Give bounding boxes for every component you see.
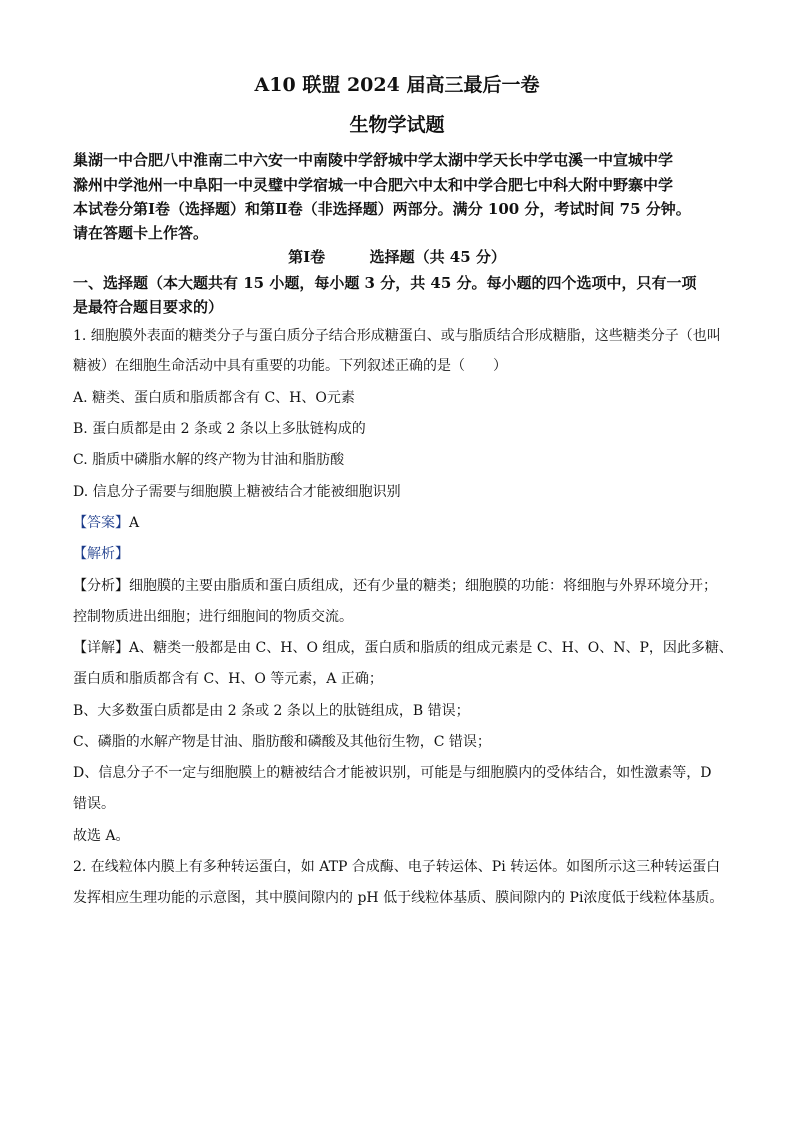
- detail-label: 【详解】: [73, 640, 129, 656]
- section-subtitle: 选择题（共 45 分）: [369, 248, 506, 266]
- part1-instructions-line-2: 是最符合题目要求的）: [73, 298, 224, 316]
- detail-option-d-line-2: 错误。: [73, 796, 115, 812]
- exam-subtitle: 生物学试题: [349, 114, 445, 136]
- answer-row: [73, 512, 139, 532]
- fenxi-text-2: 控制物质进出细胞；进行细胞间的物质交流。: [73, 609, 353, 625]
- schools-line-1: 巢湖一中合肥八中淮南二中六安一中南陵中学舒城中学太湖中学天长中学屯溪一中宣城中学: [73, 151, 674, 169]
- question-1-option-d: D. 信息分子需要与细胞膜上糖被结合才能被细胞识别: [73, 484, 401, 500]
- detail-text-1: A、糖类一般都是由 C、H、O 组成，蛋白质和脂质的组成元素是 C、H、O、N、P，因此多糖、: [129, 640, 733, 656]
- fenxi-text-1: 细胞膜的主要由脂质和蛋白质组成，还有少量的糖类；细胞膜的功能：将细胞与外界环境分开；: [129, 578, 717, 594]
- section-heading: [0, 246, 794, 267]
- section-title: 第Ⅰ卷: [288, 248, 326, 266]
- conclusion: 故选 A。: [73, 828, 130, 844]
- answer-value: A: [129, 515, 140, 531]
- question-1-stem-line-2: 糖被）在细胞生命活动中具有重要的功能。下列叙述正确的是（ ）: [73, 358, 507, 374]
- exam-title: A10 联盟 2024 届高三最后一卷: [254, 74, 540, 96]
- detail-line-1: [73, 637, 733, 657]
- fenxi-line-1: [73, 575, 717, 595]
- part1-instructions-line-1: 一、选择题（本大题共有 15 小题，每小题 3 分，共 45 分。每小题的四个选项中，只有一项: [73, 274, 697, 292]
- intro-line-2: 请在答题卡上作答。: [73, 224, 209, 242]
- question-1-option-a: A. 糖类、蛋白质和脂质都含有 C、H、O元素: [73, 390, 355, 406]
- question-1-option-c: C. 脂质中磷脂水解的终产物为甘油和脂肪酸: [73, 452, 345, 468]
- intro-line-1: 本试卷分第Ⅰ卷（选择题）和第Ⅱ卷（非选择题）两部分。满分 100 分，考试时间 75 分钟。: [73, 200, 691, 218]
- detail-option-b: B、大多数蛋白质都是由 2 条或 2 条以上的肽链组成，B 错误；: [73, 703, 470, 719]
- detail-option-d-line-1: D、信息分子不一定与细胞膜上的糖被结合才能被识别，可能是与细胞膜内的受体结合，如性激素等，D: [73, 765, 712, 781]
- fenxi-label: 【分析】: [73, 578, 129, 594]
- analysis-label: 【解析】: [73, 546, 129, 562]
- question-2-stem-line-1: 2. 在线粒体内膜上有多种转运蛋白，如 ATP 合成酶、电子转运体、Pi 转运体。如图所示这三种转运蛋白: [73, 859, 721, 875]
- question-1-option-b: B. 蛋白质都是由 2 条或 2 条以上多肽链构成的: [73, 421, 366, 437]
- schools-line-2: 滁州中学池州一中阜阳一中灵璧中学宿城一中合肥六中太和中学合肥七中科大附中野寨中学: [73, 176, 674, 194]
- answer-label: 【答案】: [73, 515, 129, 531]
- detail-text-2: 蛋白质和脂质都含有 C、H、O 等元素，A 正确；: [73, 671, 383, 687]
- detail-option-c: C、磷脂的水解产物是甘油、脂肪酸和磷酸及其他衍生物，C 错误；: [73, 734, 491, 750]
- question-1-stem-line-1: 1. 细胞膜外表面的糖类分子与蛋白质分子结合形成糖蛋白、或与脂质结合形成糖脂，这些糖类分子（也叫: [73, 328, 721, 344]
- question-2-stem-line-2: 发挥相应生理功能的示意图，其中膜间隙内的 pH 低于线粒体基质、膜间隙内的 Pi浓度低于线粒体基质。: [73, 890, 724, 906]
